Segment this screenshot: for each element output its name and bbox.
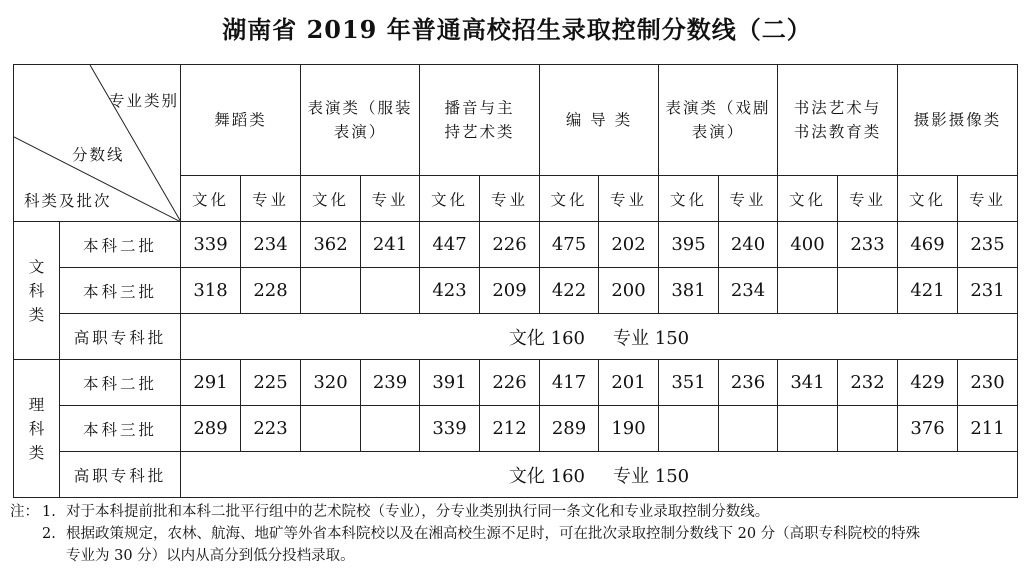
footnotes bbox=[10, 501, 1030, 567]
footnote-text: 专业为 30 分）以内从高分到低分投档录取。 bbox=[66, 548, 355, 564]
group-label: 文科类 bbox=[14, 222, 60, 360]
score-cell bbox=[659, 406, 719, 452]
score-cell: 400 bbox=[778, 222, 838, 268]
corner-header-cell bbox=[14, 65, 181, 222]
subheader-major: 专业 bbox=[719, 176, 778, 222]
corner-label-category: 专业类别 bbox=[109, 92, 180, 110]
score-cell: 469 bbox=[898, 222, 958, 268]
score-cell: 429 bbox=[898, 360, 958, 406]
header-category: 编 导 类 bbox=[540, 65, 659, 176]
score-cell: 341 bbox=[778, 360, 838, 406]
score-cell bbox=[361, 268, 420, 314]
score-cell: 391 bbox=[420, 360, 480, 406]
score-cell bbox=[778, 268, 838, 314]
batch-label: 高职专科批 bbox=[60, 452, 181, 498]
score-cell: 234 bbox=[719, 268, 778, 314]
score-cell: 339 bbox=[420, 406, 480, 452]
score-cell: 240 bbox=[719, 222, 778, 268]
score-cell: 234 bbox=[241, 222, 301, 268]
page-title: 湖南省 2019 年普通高校招生录取控制分数线（二） bbox=[222, 15, 812, 44]
batch-label: 本科三批 bbox=[60, 406, 181, 452]
merged-major-score: 150 bbox=[654, 327, 690, 349]
batch-label: 本科二批 bbox=[60, 360, 181, 406]
footnote-prefix: 注： bbox=[10, 504, 39, 520]
score-cell: 228 bbox=[241, 268, 301, 314]
merged-major-score: 150 bbox=[654, 465, 690, 487]
merged-culture-score: 160 bbox=[550, 465, 586, 487]
subheader-culture: 文化 bbox=[181, 176, 241, 222]
subheader-culture: 文化 bbox=[898, 176, 958, 222]
score-cell bbox=[778, 406, 838, 452]
subheader-major: 专业 bbox=[480, 176, 540, 222]
corner-label-score: 分数线 bbox=[72, 146, 125, 164]
score-cell: 376 bbox=[898, 406, 958, 452]
score-cell: 236 bbox=[719, 360, 778, 406]
score-cell: 475 bbox=[540, 222, 599, 268]
score-cell: 241 bbox=[361, 222, 420, 268]
score-cell: 202 bbox=[599, 222, 659, 268]
subheader-major: 专业 bbox=[241, 176, 301, 222]
score-cell: 225 bbox=[241, 360, 301, 406]
table-row bbox=[14, 222, 1018, 268]
score-cell: 447 bbox=[420, 222, 480, 268]
subheader-major: 专业 bbox=[958, 176, 1018, 222]
table-row bbox=[14, 360, 1018, 406]
footnote-2 bbox=[10, 523, 1030, 545]
subheader-major: 专业 bbox=[838, 176, 898, 222]
score-cell: 211 bbox=[958, 406, 1018, 452]
score-cell: 235 bbox=[958, 222, 1018, 268]
header-category: 播音与主持艺术类 bbox=[420, 65, 540, 176]
header-category: 书法艺术与书法教育类 bbox=[778, 65, 898, 176]
merged-culture-label: 文化 bbox=[508, 327, 545, 349]
score-cell: 212 bbox=[480, 406, 540, 452]
score-cell: 289 bbox=[181, 406, 241, 452]
footnote-1 bbox=[10, 501, 1030, 523]
batch-label: 高职专科批 bbox=[60, 314, 181, 360]
merged-culture-score: 160 bbox=[550, 327, 586, 349]
subheader-culture: 文化 bbox=[659, 176, 719, 222]
score-cell: 395 bbox=[659, 222, 719, 268]
score-cell: 239 bbox=[361, 360, 420, 406]
footnote-text: 根据政策规定，农林、航海、地矿等外省本科院校以及在湘高校生源不足时，可在批次录取控制分数线下 20 分（高职专科院校的特殊 bbox=[66, 526, 921, 542]
score-cell: 230 bbox=[958, 360, 1018, 406]
footnote-number: 2. bbox=[42, 526, 56, 542]
corner-label-batch: 科类及批次 bbox=[24, 192, 112, 210]
header-category: 表演类（服装表演） bbox=[301, 65, 420, 176]
batch-label: 本科三批 bbox=[60, 268, 181, 314]
merged-major-label: 专业 bbox=[613, 327, 650, 349]
subheader-major: 专业 bbox=[599, 176, 659, 222]
score-cell: 421 bbox=[898, 268, 958, 314]
table-row bbox=[14, 452, 1018, 498]
score-cell bbox=[838, 406, 898, 452]
score-cell: 233 bbox=[838, 222, 898, 268]
subheader-culture: 文化 bbox=[301, 176, 361, 222]
score-cell bbox=[301, 406, 361, 452]
header-category: 表演类（戏剧表演） bbox=[659, 65, 778, 176]
footnote-text: 对于本科提前批和本科二批平行组中的艺术院校（专业），分专业类别执行同一条文化和专业录取控制分数线。 bbox=[66, 504, 770, 520]
score-cell: 201 bbox=[599, 360, 659, 406]
score-cell: 231 bbox=[958, 268, 1018, 314]
score-cell: 381 bbox=[659, 268, 719, 314]
batch-label: 本科二批 bbox=[60, 222, 181, 268]
group-label: 理科类 bbox=[14, 360, 60, 498]
score-cell bbox=[838, 268, 898, 314]
score-cell: 190 bbox=[599, 406, 659, 452]
header-category: 舞蹈类 bbox=[181, 65, 301, 176]
score-cell bbox=[301, 268, 361, 314]
score-cell: 289 bbox=[540, 406, 599, 452]
score-cell: 339 bbox=[181, 222, 241, 268]
score-cell: 209 bbox=[480, 268, 540, 314]
score-cell: 417 bbox=[540, 360, 599, 406]
merged-score-cell bbox=[181, 452, 1018, 498]
merged-culture-label: 文化 bbox=[508, 465, 545, 487]
score-cell: 351 bbox=[659, 360, 719, 406]
score-cell bbox=[719, 406, 778, 452]
score-cell bbox=[361, 406, 420, 452]
footnote-2-continued bbox=[10, 545, 1030, 567]
header-category: 摄影摄像类 bbox=[898, 65, 1018, 176]
score-cell: 320 bbox=[301, 360, 361, 406]
score-cell: 226 bbox=[480, 222, 540, 268]
table-row bbox=[14, 406, 1018, 452]
subheader-culture: 文化 bbox=[540, 176, 599, 222]
merged-score-cell bbox=[181, 314, 1018, 360]
footnote-number: 1. bbox=[42, 504, 56, 520]
score-cell: 232 bbox=[838, 360, 898, 406]
subheader-major: 专业 bbox=[361, 176, 420, 222]
score-cell: 291 bbox=[181, 360, 241, 406]
score-cell: 423 bbox=[420, 268, 480, 314]
score-cell: 223 bbox=[241, 406, 301, 452]
subheader-culture: 文化 bbox=[420, 176, 480, 222]
score-table bbox=[13, 64, 1018, 498]
table-row bbox=[14, 314, 1018, 360]
score-cell: 318 bbox=[181, 268, 241, 314]
score-cell: 422 bbox=[540, 268, 599, 314]
score-cell: 200 bbox=[599, 268, 659, 314]
table-row bbox=[14, 268, 1018, 314]
score-cell: 226 bbox=[480, 360, 540, 406]
subheader-culture: 文化 bbox=[778, 176, 838, 222]
merged-major-label: 专业 bbox=[613, 465, 650, 487]
score-cell: 362 bbox=[301, 222, 361, 268]
